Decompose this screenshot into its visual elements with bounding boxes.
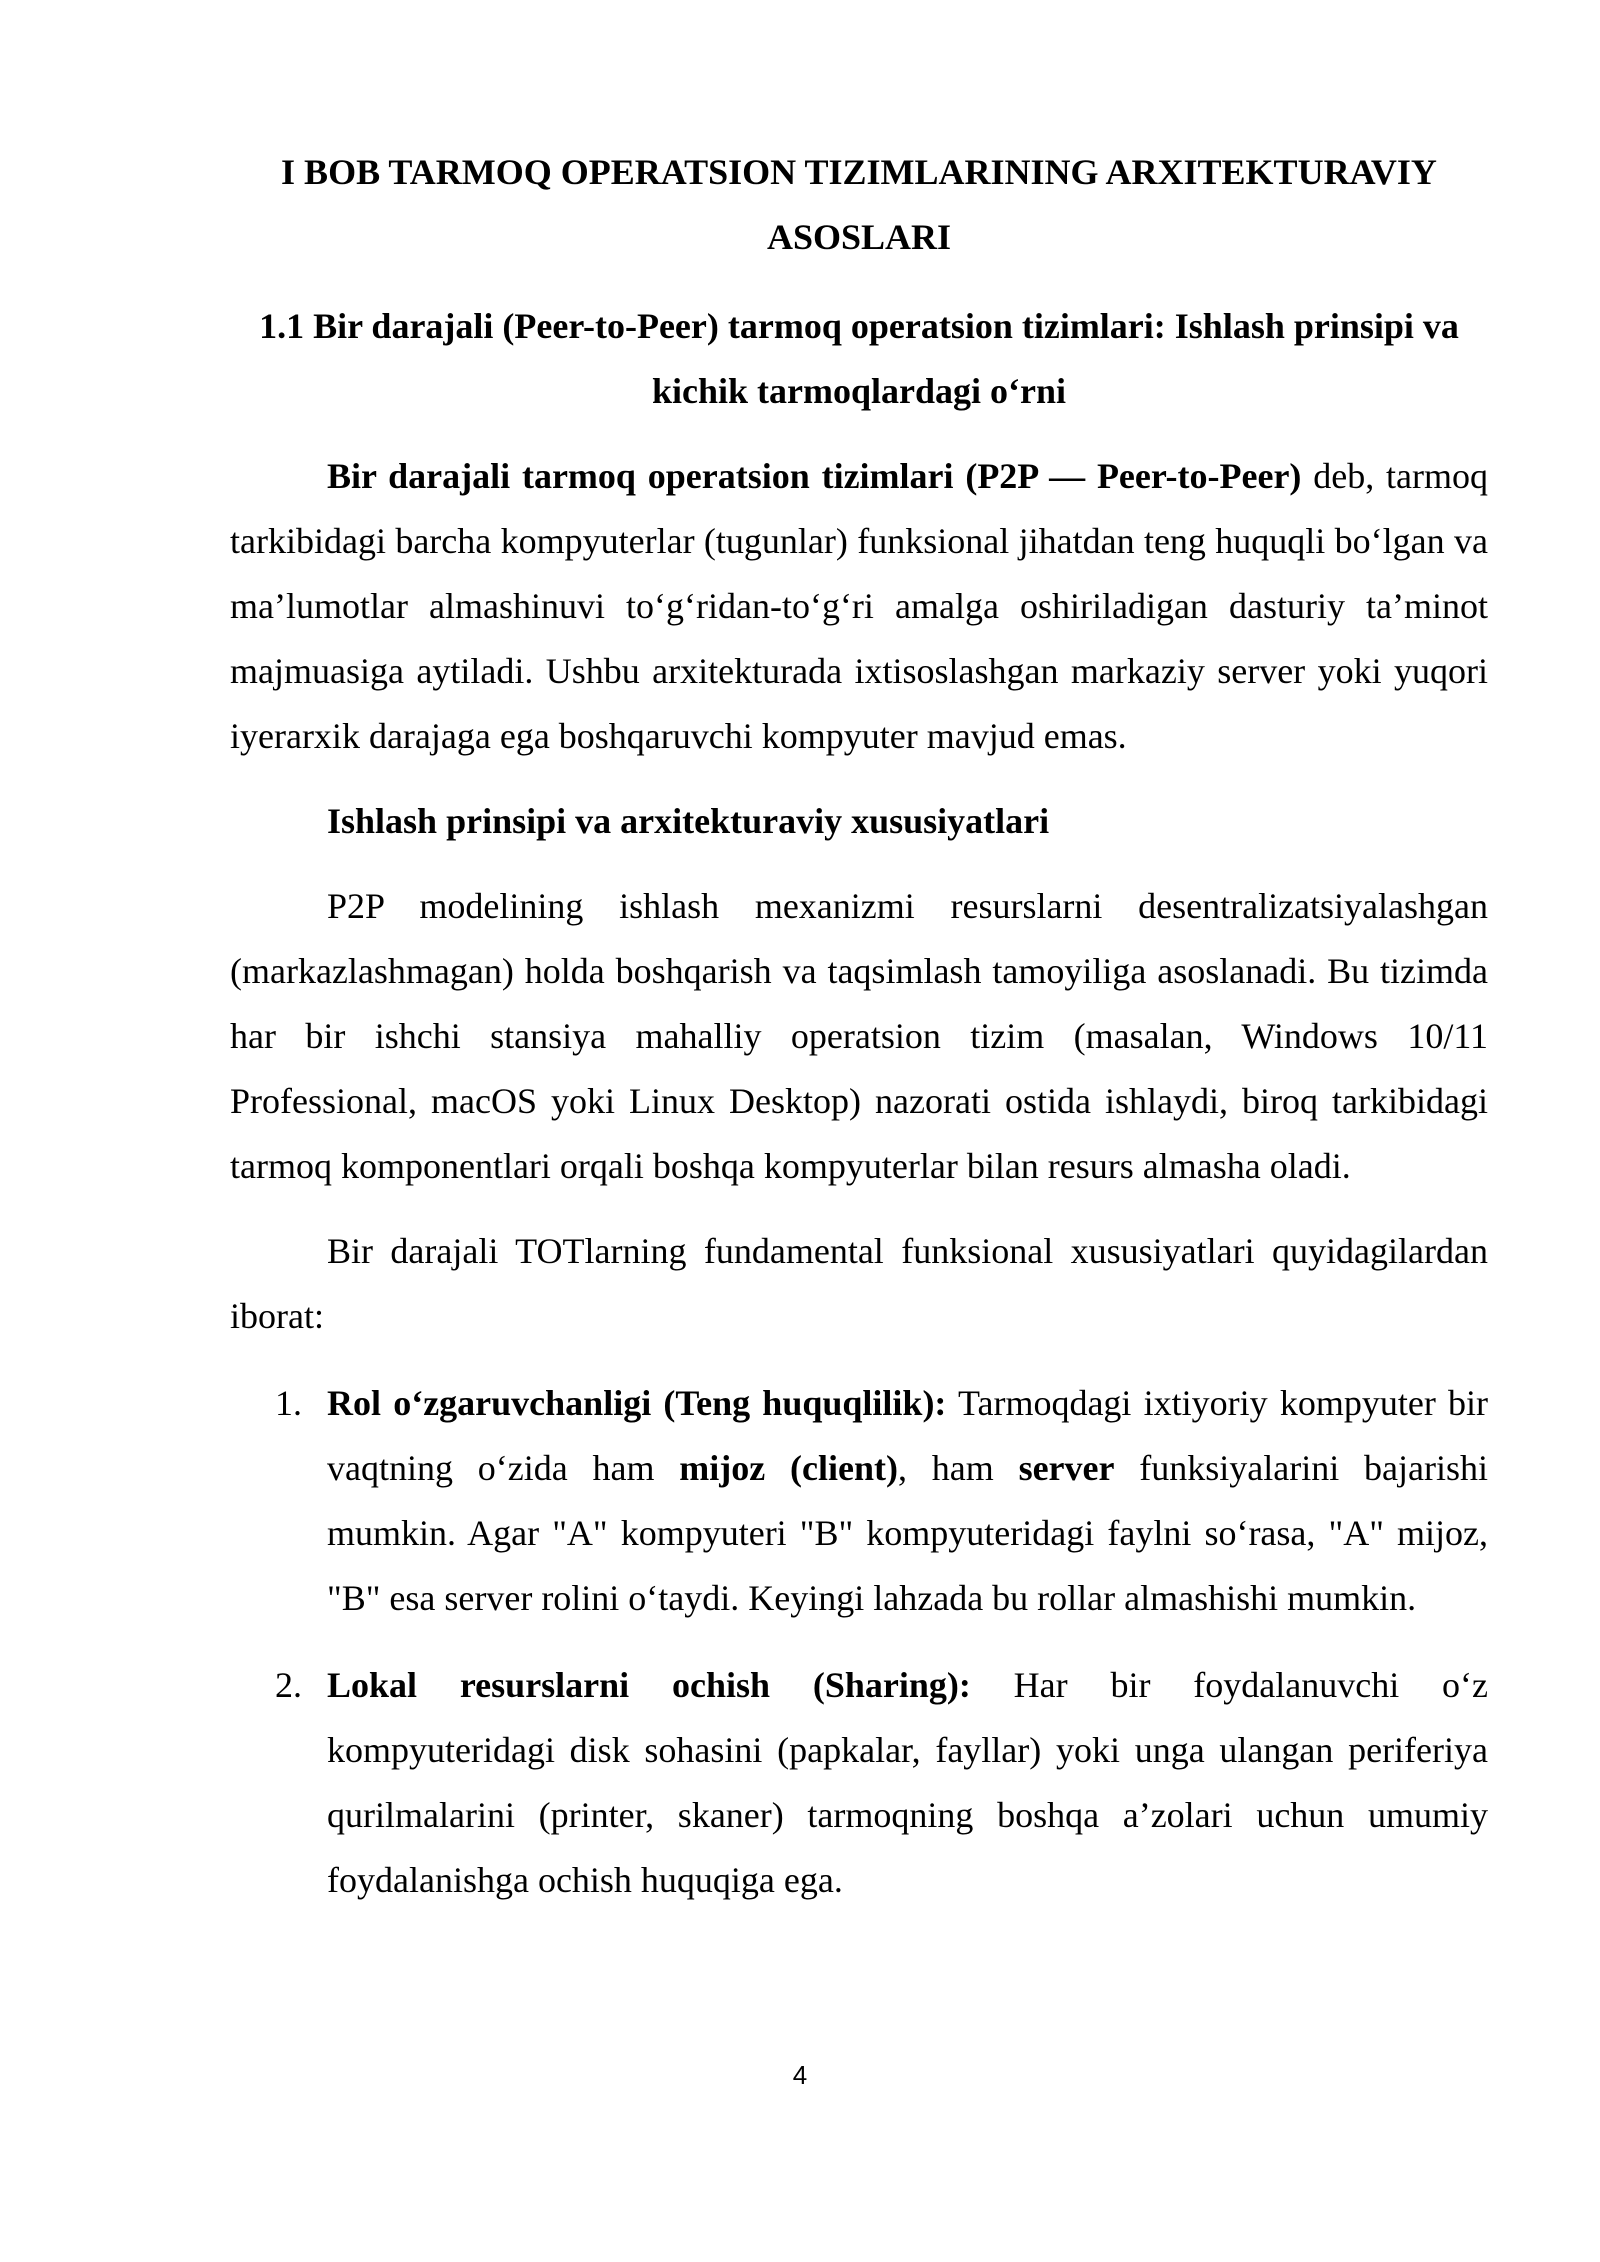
list-item-text: funksiyalarini bajarishi mumkin. Agar "A" kompyuteri "B" kompyuteridagi faylni so‘rasa, "A" mijoz, "B" esa server rolini o‘taydi. Keyingi lahzada bu rollar almashishi mumkin. bbox=[327, 1448, 1488, 1618]
list-item bbox=[230, 1653, 1488, 1913]
page-number: 4 bbox=[792, 2060, 808, 2090]
list-item bbox=[230, 1371, 1488, 1631]
section-title: 1.1 Bir darajali (Peer-to-Peer) tarmoq operatsion tizimlari: Ishlash prinsipi va kichik tarmoqlardagi o‘rni bbox=[259, 306, 1459, 411]
list-number: 2. bbox=[275, 1665, 302, 1705]
paragraph-features-intro: Bir darajali TOTlarning fundamental funksional xususiyatlari quyidagilardan iborat: bbox=[230, 1231, 1488, 1336]
list-item-term-server: server bbox=[1018, 1448, 1115, 1488]
subheading: Ishlash prinsipi va arxitekturaviy xususiyatlari bbox=[327, 801, 1050, 841]
chapter-title: I BOB TARMOQ OPERATSION TIZIMLARINING ARXITEKTURAVIY ASOSLARI bbox=[281, 152, 1437, 257]
list-item-text: Har bir foydalanuvchi o‘z kompyuteridagi disk sohasini (papkalar, fayllar) yoki unga ulangan periferiya qurilmalarini (printer, skaner) tarmoqning boshqa a’zolari uchun umumiy foydalanishga ochish huquqiga ega. bbox=[327, 1665, 1488, 1900]
paragraph-principle: P2P modelining ishlash mexanizmi resurslarni desentralizatsiyalashgan (markazlashmagan) holda boshqarish va taqsimlash tamoyiliga asoslanadi. Bu tizimda har bir ishchi stansiya mahalliy operatsion tizim (masalan, Windows 10/11 Professional, macOS yoki Linux Desktop) nazorati ostida ishlaydi, biroq tarkibidagi tarmoq komponentlari orqali boshqa kompyuterlar bilan resurs almasha oladi. bbox=[230, 886, 1488, 1186]
list-number: 1. bbox=[275, 1383, 302, 1423]
intro-text: deb, tarmoq tarkibidagi barcha kompyuterlar (tugunlar) funksional jihatdan teng huquqli bo‘lgan va ma’lumotlar almashinuvi to‘g‘ridan-to‘g‘ri amalga oshiriladigan dasturiy ta’minot majmuasiga aytiladi. Ushbu arxitekturada ixtisoslashgan markaziy server yoki yuqori iyerarxik darajaga ega boshqaruvchi kompyuter mavjud emas. bbox=[230, 456, 1489, 756]
features-list bbox=[230, 1371, 1488, 1913]
list-item-title: Rol o‘zgaruvchanligi (Teng huquqlilik): bbox=[327, 1383, 947, 1423]
intro-paragraph bbox=[230, 444, 1488, 769]
intro-term: Bir darajali tarmoq operatsion tizimlari (P2P — Peer-to-Peer) bbox=[327, 456, 1302, 496]
page-content bbox=[230, 140, 1488, 1913]
list-item-text: , ham bbox=[898, 1448, 1019, 1488]
list-item-text: Tarmoqdagi ixtiyoriy kompyuter bir vaqtning o‘zida ham bbox=[327, 1383, 1489, 1488]
list-item-title: Lokal resurslarni ochish (Sharing): bbox=[327, 1665, 971, 1705]
list-item-term-client: mijoz (client) bbox=[679, 1448, 898, 1488]
